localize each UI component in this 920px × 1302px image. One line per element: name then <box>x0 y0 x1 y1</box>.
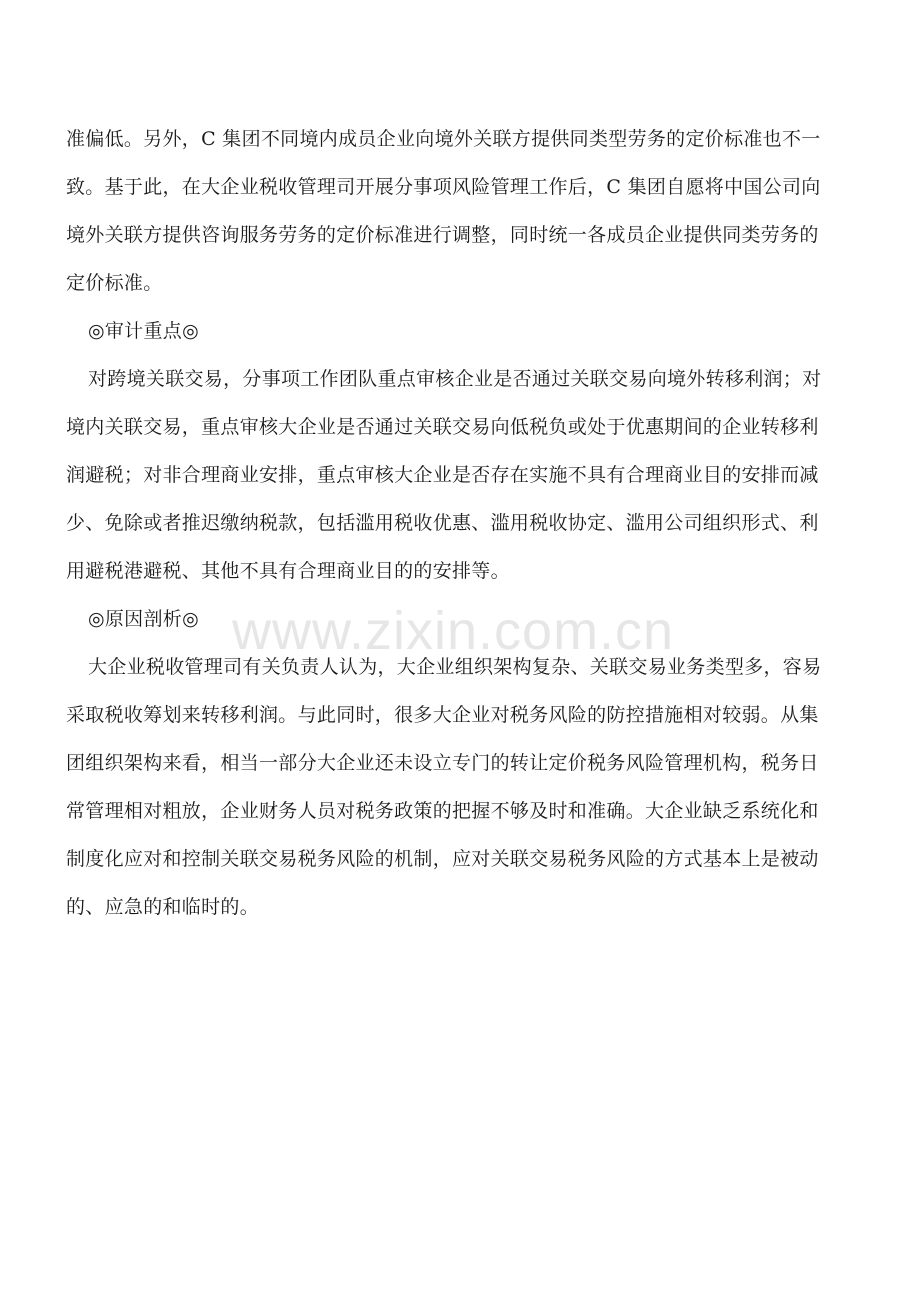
paragraph-line: 制度化应对和控制关联交易税务风险的机制，应对关联交易税务风险的方式基本上是被动 <box>66 848 819 870</box>
section-heading-audit-focus: ◎审计重点◎ <box>88 320 199 342</box>
paragraph-audit-focus <box>66 355 854 595</box>
paragraph-line: 准偏低。另外，C 集团不同境内成员企业向境外关联方提供同类型劳务的定价标准也不一 <box>66 128 821 150</box>
paragraph-line: 境内关联交易，重点审核大企业是否通过关联交易向低税负或处于优惠期间的企业转移利 <box>66 416 819 438</box>
paragraph-line: 用避税港避税、其他不具有合理商业目的的安排等。 <box>66 560 510 582</box>
paragraph-line: 采取税收筹划来转移利润。与此同时，很多大企业对税务风险的防控措施相对较弱。从集 <box>66 704 819 726</box>
paragraph-line: 境外关联方提供咨询服务劳务的定价标准进行调整，同时统一各成员企业提供同类劳务的 <box>66 224 819 246</box>
paragraph-cause-analysis <box>66 643 854 931</box>
paragraph-line: 致。基于此，在大企业税收管理司开展分事项风险管理工作后，C 集团自愿将中国公司向 <box>66 176 821 198</box>
paragraph-intro <box>66 115 854 307</box>
document-body <box>66 115 854 931</box>
paragraph-line: 常管理相对粗放，企业财务人员对税务政策的把握不够及时和准确。大企业缺乏系统化和 <box>66 800 819 822</box>
paragraph-line: 对跨境关联交易，分事项工作团队重点审核企业是否通过关联交易向境外转移利润；对 <box>88 368 822 390</box>
paragraph-line: 团组织架构来看，相当一部分大企业还未设立专门的转让定价税务风险管理机构，税务日 <box>66 752 819 774</box>
paragraph-line: 大企业税收管理司有关负责人认为，大企业组织架构复杂、关联交易业务类型多，容易 <box>88 656 822 678</box>
paragraph-line: 少、免除或者推迟缴纳税款，包括滥用税收优惠、滥用税收协定、滥用公司组织形式、利 <box>66 512 819 534</box>
paragraph-line: 定价标准。 <box>66 272 163 294</box>
paragraph-line: 的、应急的和临时的。 <box>66 896 260 918</box>
section-heading-cause-analysis: ◎原因剖析◎ <box>88 608 199 630</box>
watermark: www.zixin.com.cn <box>232 601 675 661</box>
paragraph-line: 润避税；对非合理商业安排，重点审核大企业是否存在实施不具有合理商业目的安排而减 <box>66 464 819 486</box>
